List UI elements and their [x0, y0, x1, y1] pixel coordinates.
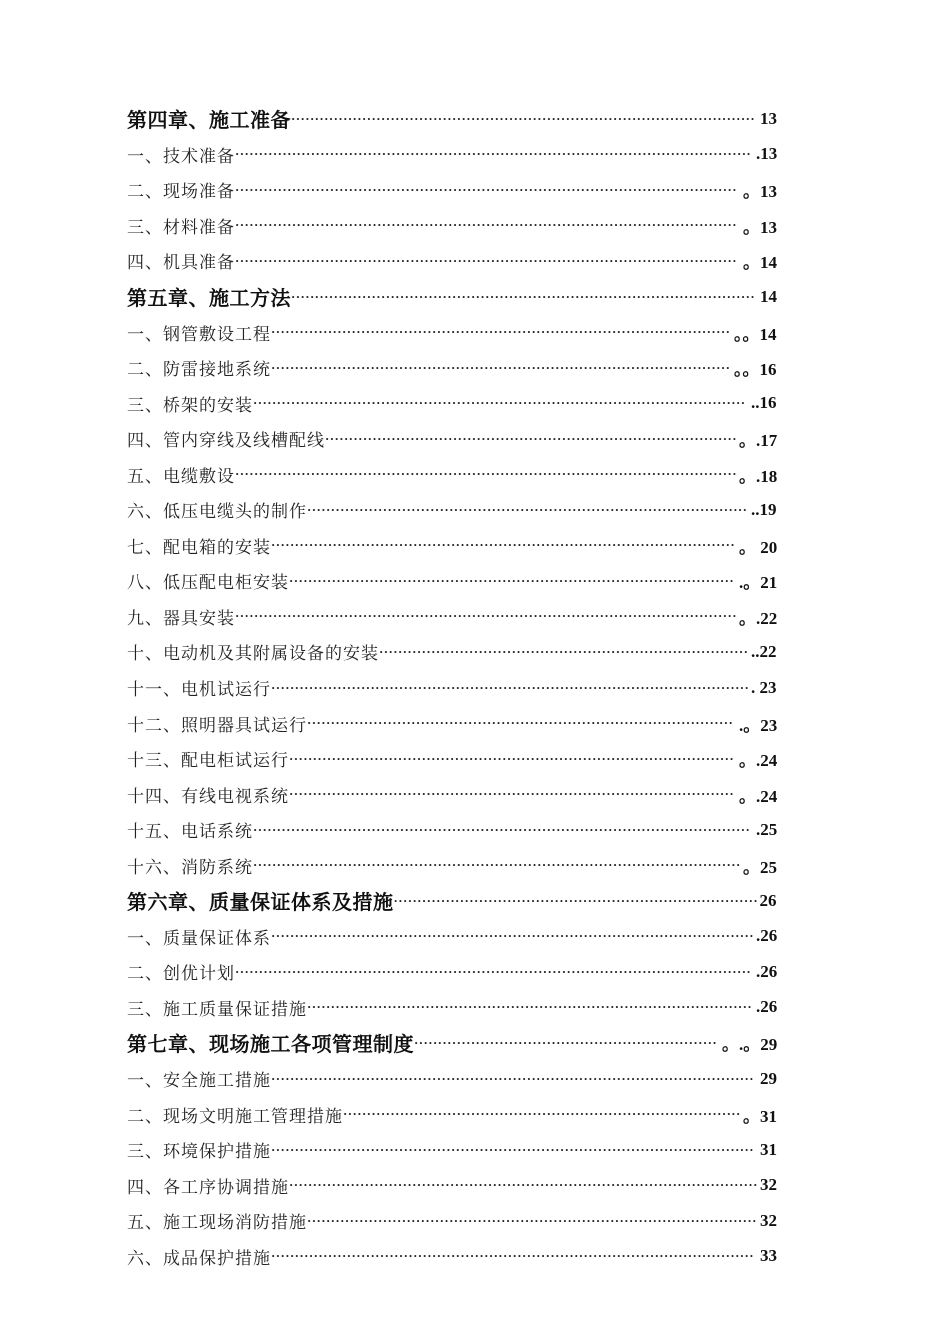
- toc-dot-leader: ··································································································: [271, 537, 736, 553]
- toc-chapter-entry[interactable]: [127, 279, 787, 315]
- toc-page-number: 。.24: [739, 751, 778, 771]
- toc-entry-title: 三、材料准备: [127, 217, 235, 238]
- toc-dot-leader: ·······································································································: [253, 857, 741, 873]
- toc-entry-title: 一、安全施工措施: [127, 1071, 271, 1092]
- toc-section-entry[interactable]: [127, 1096, 787, 1132]
- toc-entry-title: 十五、电话系统: [127, 822, 253, 843]
- toc-entry-title: 十三、配电柜试运行: [127, 751, 289, 772]
- toc-section-entry[interactable]: [127, 350, 787, 386]
- toc-dot-leader: ·································································································: [271, 359, 731, 375]
- toc-section-entry[interactable]: [127, 634, 787, 670]
- toc-entry-title: 六、低压电缆头的制作: [127, 502, 307, 523]
- toc-entry-title: 二、现场文明施工管理措施: [127, 1106, 343, 1127]
- toc-page-number: 。.22: [739, 608, 778, 628]
- toc-page-number: .。21: [739, 573, 778, 593]
- toc-entry-title: 六、成品保护措施: [127, 1248, 271, 1269]
- toc-entry-title: 四、各工序协调措施: [127, 1177, 289, 1198]
- toc-page-number: 。 20: [739, 537, 778, 557]
- toc-dot-leader: ·············································································································: [235, 963, 752, 979]
- toc-page-number: ..19: [751, 499, 777, 519]
- toc-section-entry[interactable]: [127, 456, 787, 492]
- toc-page-number: 。13: [743, 217, 777, 237]
- toc-section-entry[interactable]: [127, 776, 787, 812]
- toc-section-entry[interactable]: [127, 385, 787, 421]
- toc-section-entry[interactable]: [127, 243, 787, 279]
- toc-page-number: .26: [756, 926, 778, 946]
- toc-entry-title: 七、配电箱的安装: [127, 537, 271, 558]
- toc-page-number: 26: [759, 890, 777, 910]
- toc-chapter-entry[interactable]: [127, 883, 787, 919]
- toc-section-entry[interactable]: [127, 528, 787, 564]
- toc-page-number: .25: [756, 819, 778, 839]
- toc-section-entry[interactable]: [127, 421, 787, 457]
- toc-section-entry[interactable]: [127, 314, 787, 350]
- toc-entry-title: 九、器具安装: [127, 608, 235, 629]
- toc-dot-leader: ······································································································: [271, 1141, 755, 1157]
- toc-page-number: 14: [760, 286, 777, 306]
- toc-entry-title: 一、技术准备: [127, 146, 235, 167]
- toc-dot-leader: ··········································································································: [235, 608, 737, 624]
- toc-dot-leader: ·········································································································: [253, 821, 751, 837]
- toc-dot-leader: ·····································································································: [271, 679, 750, 695]
- toc-dot-leader: ······································································································: [271, 928, 755, 944]
- toc-section-entry[interactable]: [127, 919, 787, 955]
- toc-page-number: 31: [760, 1139, 777, 1159]
- toc-chapter-entry[interactable]: [127, 101, 787, 137]
- toc-entry-title: 十一、电机试运行: [127, 680, 271, 701]
- toc-dot-leader: ··································································································: [291, 288, 756, 304]
- toc-page-number: .13: [756, 144, 778, 164]
- toc-entry-title: 三、施工质量保证措施: [127, 999, 307, 1020]
- toc-page-number: 。.18: [739, 466, 778, 486]
- toc-section-entry[interactable]: [127, 492, 787, 528]
- toc-entry-title: 二、创优计划: [127, 964, 235, 985]
- toc-section-entry[interactable]: [127, 1203, 787, 1239]
- toc-entry-title: 第四章、施工准备: [127, 108, 291, 133]
- toc-page-number: . 23: [751, 677, 777, 697]
- toc-entry-title: 四、管内穿线及线槽配线: [127, 431, 325, 452]
- toc-page-number: 33: [760, 1246, 777, 1266]
- toc-dot-leader: ······························································································: [289, 572, 735, 588]
- toc-section-entry[interactable]: [127, 1061, 787, 1097]
- toc-dot-leader: ································································: [414, 1034, 718, 1050]
- toc-section-entry[interactable]: [127, 1132, 787, 1168]
- toc-entry-title: 一、钢管敷设工程: [127, 324, 271, 345]
- table-of-contents: [127, 101, 787, 1274]
- toc-entry-title: 十、电动机及其附属设备的安装: [127, 644, 379, 665]
- toc-entry-title: 五、施工现场消防措施: [127, 1213, 307, 1234]
- toc-section-entry[interactable]: [127, 1167, 787, 1203]
- toc-section-entry[interactable]: [127, 741, 787, 777]
- toc-dot-leader: ·································································································: [271, 324, 731, 340]
- toc-dot-leader: ··········································································································: [235, 466, 737, 482]
- toc-section-entry[interactable]: [127, 599, 787, 635]
- toc-page-number: 13: [760, 108, 777, 128]
- toc-page-number: .26: [756, 997, 778, 1017]
- toc-entry-title: 三、桥架的安装: [127, 395, 253, 416]
- toc-dot-leader: ·············································································································: [235, 146, 752, 162]
- toc-section-entry[interactable]: [127, 812, 787, 848]
- toc-page-number: 。31: [743, 1106, 777, 1126]
- toc-page-number: 。14: [743, 253, 777, 273]
- toc-page-number: ..22: [751, 641, 777, 661]
- toc-section-entry[interactable]: [127, 208, 787, 244]
- toc-entry-title: 一、质量保证体系: [127, 928, 271, 949]
- toc-entry-title: 第六章、质量保证体系及措施: [127, 890, 394, 915]
- toc-dot-leader: ··········································································································: [235, 252, 737, 268]
- toc-page-number: 32: [760, 1210, 777, 1230]
- toc-page-number: 。。16: [734, 360, 777, 380]
- toc-entry-title: 八、低压配电柜安装: [127, 573, 289, 594]
- toc-page-number: ..16: [751, 393, 777, 413]
- toc-section-entry[interactable]: [127, 563, 787, 599]
- toc-section-entry[interactable]: [127, 705, 787, 741]
- toc-dot-leader: ······························································································: [289, 786, 735, 802]
- toc-entry-title: 四、机具准备: [127, 253, 235, 274]
- toc-dot-leader: ······························································································: [307, 999, 753, 1015]
- toc-entry-title: 十四、有线电视系统: [127, 786, 289, 807]
- toc-page-number: 。13: [743, 182, 777, 202]
- toc-entry-title: 十六、消防系统: [127, 857, 253, 878]
- toc-page-number: 32: [760, 1175, 777, 1195]
- toc-entry-title: 二、现场准备: [127, 182, 235, 203]
- toc-dot-leader: ··································································································: [291, 110, 756, 126]
- toc-dot-leader: ······························································································: [289, 750, 735, 766]
- toc-section-entry[interactable]: [127, 137, 787, 173]
- toc-section-entry[interactable]: [127, 954, 787, 990]
- toc-dot-leader: ·····························································································: [307, 501, 748, 517]
- toc-page-number: 。.。29: [722, 1035, 778, 1055]
- toc-section-entry[interactable]: [127, 847, 787, 883]
- toc-entry-title: 二、防雷接地系统: [127, 360, 271, 381]
- toc-section-entry[interactable]: [127, 172, 787, 208]
- toc-dot-leader: ·············································································: [393, 892, 759, 908]
- toc-dot-leader: ··········································································································: [235, 181, 737, 197]
- toc-page-number: .26: [756, 961, 778, 981]
- toc-page-number: 。.17: [739, 431, 778, 451]
- toc-entry-title: 五、电缆敷设: [127, 466, 235, 487]
- toc-section-entry[interactable]: [127, 1239, 787, 1275]
- toc-dot-leader: ······································································································: [271, 1248, 755, 1264]
- toc-dot-leader: ····················································································: [343, 1106, 741, 1122]
- toc-dot-leader: ···································································································: [289, 1177, 758, 1193]
- toc-dot-leader: ······································································································: [271, 1070, 755, 1086]
- toc-chapter-entry[interactable]: [127, 1025, 787, 1061]
- toc-page-number: 。.24: [739, 786, 778, 806]
- toc-page-number: 。25: [743, 857, 777, 877]
- toc-entry-title: 十二、照明器具试运行: [127, 715, 307, 736]
- toc-entry-title: 第五章、施工方法: [127, 286, 291, 310]
- toc-entry-title: 三、环境保护措施: [127, 1142, 271, 1163]
- toc-dot-leader: ·······················································································: [325, 430, 737, 446]
- toc-dot-leader: ········································································································: [253, 395, 746, 411]
- toc-dot-leader: ··········································································································: [235, 217, 737, 233]
- toc-dot-leader: ··························································································: [307, 715, 734, 731]
- toc-page-number: 。。14: [734, 324, 777, 344]
- toc-dot-leader: ··············································································: [379, 643, 749, 659]
- toc-page-number: .。23: [739, 715, 778, 735]
- toc-section-entry[interactable]: [127, 990, 787, 1026]
- toc-page-number: 29: [760, 1068, 777, 1088]
- toc-entry-title: 第七章、现场施工各项管理制度: [127, 1032, 414, 1057]
- toc-dot-leader: ·······························································································: [307, 1212, 757, 1228]
- toc-section-entry[interactable]: [127, 670, 787, 706]
